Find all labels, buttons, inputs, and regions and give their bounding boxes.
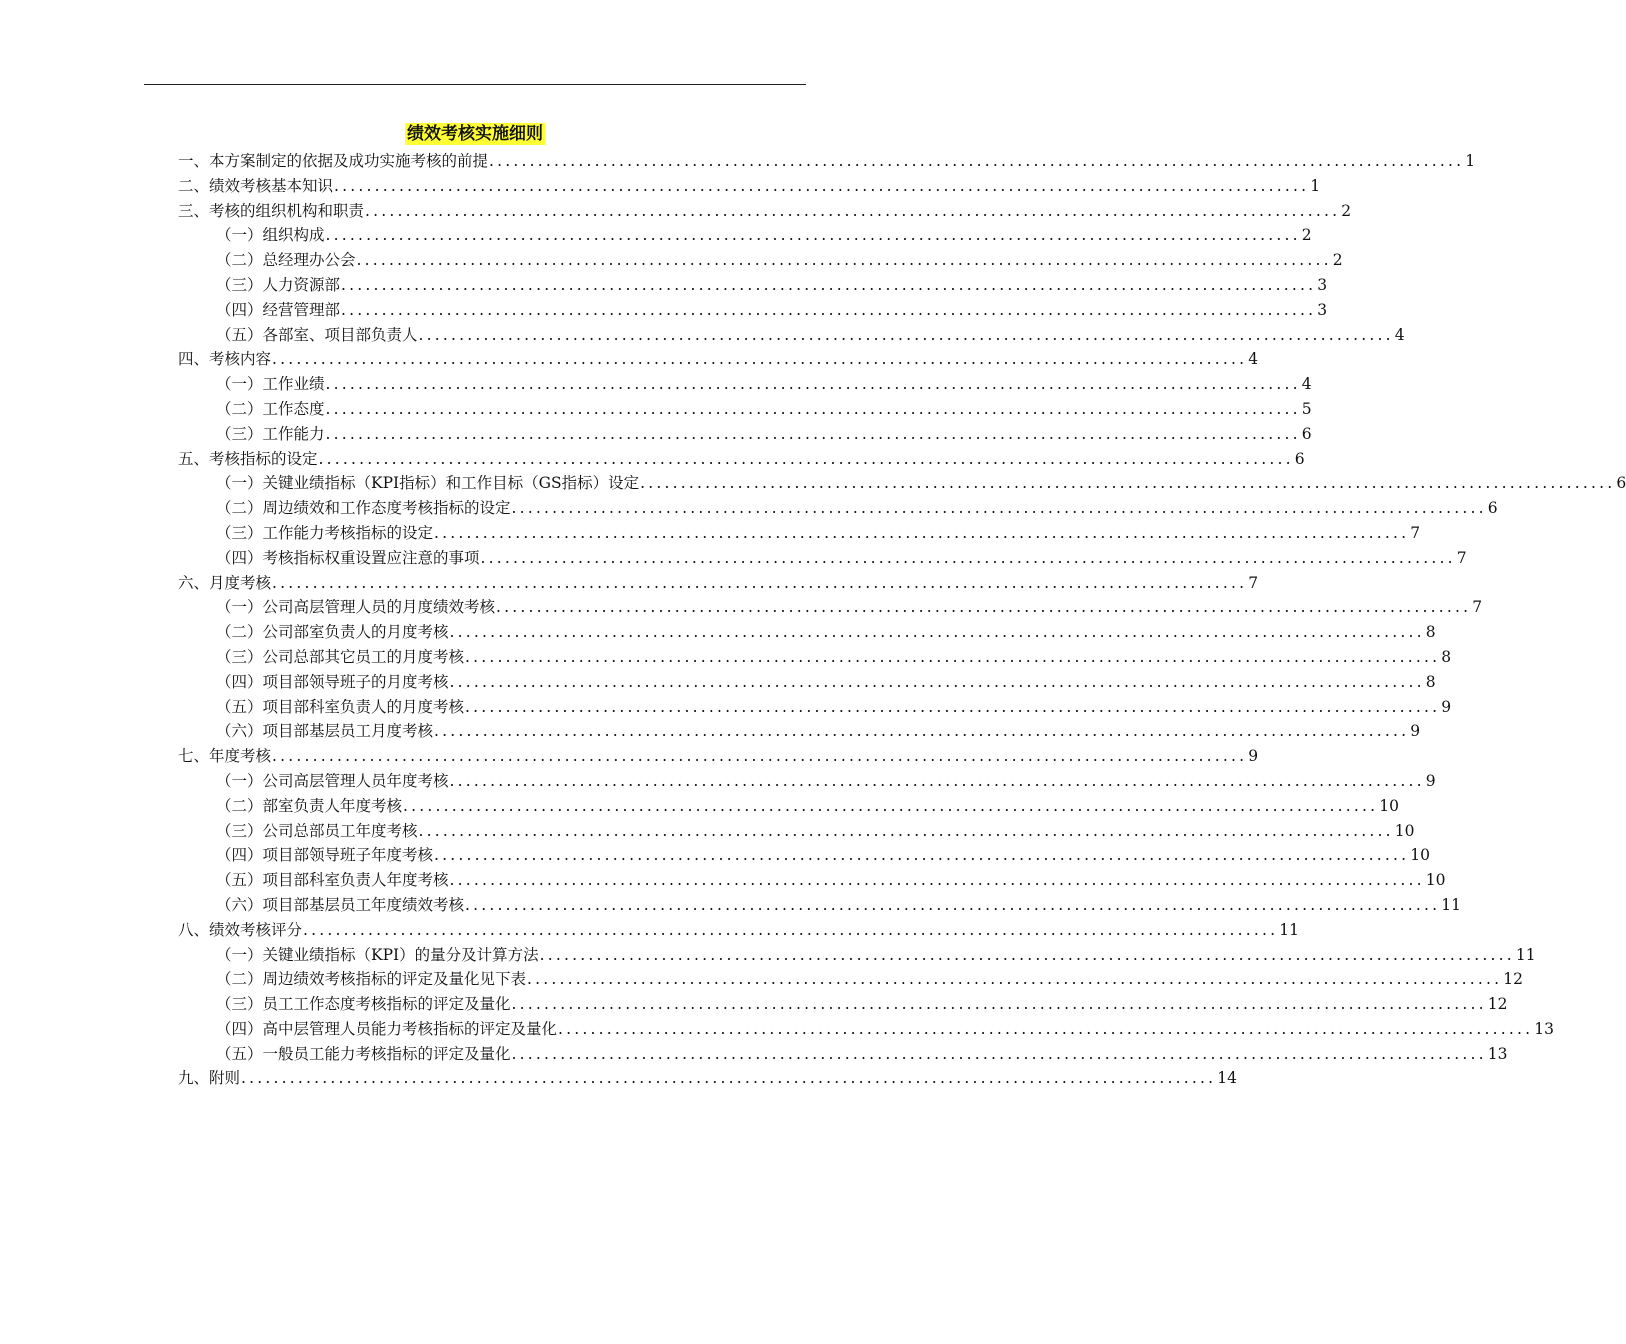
toc-entry[interactable] bbox=[178, 620, 1436, 645]
toc-page-number: 13 bbox=[1534, 1019, 1554, 1038]
toc-entry[interactable] bbox=[178, 819, 1415, 844]
toc-entry-text: （三）工作能力 bbox=[216, 424, 325, 443]
toc-page-number: 7 bbox=[1248, 573, 1259, 592]
toc-entry-text: （六）项目部基层员工年度绩效考核 bbox=[216, 895, 465, 914]
toc-entry[interactable] bbox=[178, 521, 1421, 546]
table-of-contents bbox=[178, 149, 1626, 1091]
toc-page-number: 5 bbox=[1301, 399, 1312, 418]
toc-entry-text: （一）关键业绩指标（KPI）的量分及计算方法 bbox=[216, 945, 539, 964]
toc-entry[interactable] bbox=[178, 843, 1430, 868]
toc-page-number: 10 bbox=[1379, 796, 1399, 815]
toc-leader-dots: ........................................................................................................................ bbox=[272, 747, 1248, 766]
toc-leader-dots: ........................................................................................................................ bbox=[489, 152, 1465, 170]
toc-entry[interactable] bbox=[178, 422, 1312, 447]
toc-entry-text: 一、本方案制定的依据及成功实施考核的前提 bbox=[178, 152, 489, 170]
toc-entry-text: （五）项目部科室负责人的月度考核 bbox=[216, 697, 465, 716]
toc-page-number: 13 bbox=[1487, 1044, 1508, 1063]
toc-entry-text: （一）工作业绩 bbox=[216, 375, 325, 394]
toc-entry-text: （四）经营管理部 bbox=[216, 300, 341, 319]
toc-leader-dots: ........................................................................................................................ bbox=[303, 920, 1279, 939]
toc-entry[interactable] bbox=[178, 645, 1452, 670]
toc-leader-dots: ........................................................................................................................ bbox=[449, 623, 1425, 642]
toc-entry[interactable] bbox=[178, 571, 1259, 596]
toc-page-number: 2 bbox=[1341, 201, 1352, 220]
toc-page-number: 7 bbox=[1456, 548, 1467, 567]
toc-entry[interactable] bbox=[178, 943, 1536, 968]
toc-leader-dots: ........................................................................................................................ bbox=[480, 548, 1456, 567]
toc-entry-text: （一）组织构成 bbox=[216, 226, 325, 245]
toc-page-number: 9 bbox=[1248, 747, 1259, 766]
toc-page-number: 9 bbox=[1410, 722, 1421, 741]
toc-entry-text: （二）周边绩效和工作态度考核指标的设定 bbox=[216, 499, 511, 518]
toc-entry[interactable] bbox=[178, 595, 1483, 620]
toc-leader-dots: ........................................................................................................................ bbox=[465, 697, 1441, 716]
toc-entry[interactable] bbox=[178, 223, 1312, 248]
toc-page-number: 2 bbox=[1301, 226, 1312, 245]
toc-leader-dots: ........................................................................................................................ bbox=[325, 226, 1301, 245]
toc-page-number: 4 bbox=[1248, 350, 1259, 369]
toc-leader-dots: ........................................................................................................................ bbox=[334, 176, 1310, 195]
toc-page-number: 11 bbox=[1279, 920, 1299, 939]
toc-page-number: 8 bbox=[1425, 672, 1436, 691]
toc-page-number: 3 bbox=[1317, 300, 1328, 319]
toc-entry[interactable] bbox=[178, 298, 1328, 323]
toc-page-number: 7 bbox=[1472, 598, 1483, 617]
toc-leader-dots: ........................................................................................................................ bbox=[325, 399, 1301, 418]
toc-entry[interactable] bbox=[178, 273, 1328, 298]
toc-entry-text: （三）人力资源部 bbox=[216, 275, 341, 294]
toc-leader-dots: ........................................................................................................................ bbox=[403, 796, 1379, 815]
toc-entry-text: 九、附则 bbox=[178, 1069, 241, 1088]
toc-page-number: 7 bbox=[1410, 523, 1421, 542]
toc-leader-dots: ........................................................................................................................ bbox=[418, 325, 1394, 344]
toc-leader-dots: ........................................................................................................................ bbox=[496, 598, 1472, 617]
toc-entry-text: 五、考核指标的设定 bbox=[178, 449, 318, 468]
toc-page-number: 10 bbox=[1394, 821, 1415, 840]
toc-entry[interactable] bbox=[178, 199, 1352, 224]
toc-entry-text: （四）考核指标权重设置应注意的事项 bbox=[216, 548, 480, 567]
toc-entry-text: （三）员工工作态度考核指标的评定及量化 bbox=[216, 995, 511, 1014]
toc-entry[interactable] bbox=[178, 918, 1299, 943]
toc-leader-dots: ........................................................................................................................ bbox=[418, 821, 1394, 840]
toc-entry-text: （三）公司总部员工年度考核 bbox=[216, 821, 418, 840]
toc-leader-dots: ........................................................................................................................ bbox=[272, 573, 1248, 592]
toc-page-number: 14 bbox=[1217, 1069, 1237, 1088]
toc-entry-text: 四、考核内容 bbox=[178, 350, 272, 369]
toc-entry-text: （二）工作态度 bbox=[216, 399, 325, 418]
toc-page-number: 1 bbox=[1465, 152, 1476, 170]
toc-leader-dots: ........................................................................................................................ bbox=[465, 647, 1441, 666]
toc-leader-dots: ........................................................................................................................ bbox=[449, 871, 1425, 890]
toc-page-number: 6 bbox=[1616, 474, 1626, 493]
toc-entry-text: （四）项目部领导班子年度考核 bbox=[216, 846, 434, 865]
toc-page-number: 12 bbox=[1487, 995, 1508, 1014]
toc-entry[interactable] bbox=[178, 323, 1405, 348]
toc-entry[interactable] bbox=[178, 893, 1461, 918]
document-title: 绩效考核实施细则 bbox=[407, 124, 543, 144]
toc-entry[interactable] bbox=[178, 1017, 1554, 1042]
toc-leader-dots: ........................................................................................................................ bbox=[241, 1069, 1217, 1088]
toc-entry-text: （二）周边绩效考核指标的评定及量化见下表 bbox=[216, 970, 527, 989]
toc-page-number: 6 bbox=[1487, 499, 1498, 518]
toc-page-number: 9 bbox=[1425, 771, 1436, 790]
toc-leader-dots: ........................................................................................................................ bbox=[325, 424, 1301, 443]
toc-page-number: 1 bbox=[1310, 176, 1321, 195]
toc-entry[interactable] bbox=[178, 992, 1508, 1017]
toc-entry-text: （四）高中层管理人员能力考核指标的评定及量化 bbox=[216, 1019, 558, 1038]
toc-entry[interactable] bbox=[178, 670, 1436, 695]
toc-leader-dots: ........................................................................................................................ bbox=[449, 672, 1425, 691]
toc-entry-text: （五）项目部科室负责人年度考核 bbox=[216, 871, 449, 890]
toc-entry[interactable] bbox=[178, 1042, 1508, 1067]
toc-page-number: 11 bbox=[1515, 945, 1536, 964]
toc-entry[interactable] bbox=[178, 372, 1312, 397]
toc-leader-dots: ........................................................................................................................ bbox=[341, 275, 1317, 294]
toc-leader-dots: ........................................................................................................................ bbox=[356, 251, 1332, 270]
toc-entry[interactable] bbox=[178, 695, 1452, 720]
toc-leader-dots: ........................................................................................................................ bbox=[434, 722, 1410, 741]
toc-entry-text: （二）公司部室负责人的月度考核 bbox=[216, 623, 449, 642]
toc-leader-dots: ........................................................................................................................ bbox=[434, 523, 1410, 542]
toc-page-number: 12 bbox=[1503, 970, 1523, 989]
toc-leader-dots: ........................................................................................................................ bbox=[434, 846, 1410, 865]
toc-leader-dots: ........................................................................................................................ bbox=[365, 201, 1341, 220]
toc-entry-text: 二、绩效考核基本知识 bbox=[178, 176, 334, 195]
toc-leader-dots: ........................................................................................................................ bbox=[341, 300, 1317, 319]
toc-page-number: 10 bbox=[1410, 846, 1430, 865]
toc-entry[interactable] bbox=[178, 769, 1436, 794]
toc-leader-dots: ........................................................................................................................ bbox=[511, 499, 1487, 518]
toc-entry[interactable] bbox=[178, 174, 1321, 199]
toc-entry[interactable] bbox=[178, 546, 1467, 571]
toc-page-number: 10 bbox=[1425, 871, 1446, 890]
toc-entry[interactable] bbox=[178, 149, 1476, 174]
toc-entry-text: （二）部室负责人年度考核 bbox=[216, 796, 403, 815]
toc-leader-dots: ........................................................................................................................ bbox=[558, 1019, 1534, 1038]
toc-entry[interactable] bbox=[178, 744, 1259, 769]
toc-page-number: 3 bbox=[1317, 275, 1328, 294]
toc-entry[interactable] bbox=[178, 496, 1498, 521]
toc-page-number: 4 bbox=[1394, 325, 1405, 344]
toc-entry[interactable] bbox=[178, 794, 1399, 819]
toc-entry[interactable] bbox=[178, 471, 1626, 496]
toc-leader-dots: ........................................................................................................................ bbox=[449, 771, 1425, 790]
toc-entry-text: 七、年度考核 bbox=[178, 747, 272, 766]
toc-entry[interactable] bbox=[178, 347, 1259, 372]
toc-page-number: 6 bbox=[1301, 424, 1312, 443]
toc-entry-text: 六、月度考核 bbox=[178, 573, 272, 592]
toc-entry-text: 三、考核的组织机构和职责 bbox=[178, 201, 365, 220]
toc-entry[interactable] bbox=[178, 719, 1421, 744]
toc-page-number: 4 bbox=[1301, 375, 1312, 394]
toc-leader-dots: ........................................................................................................................ bbox=[511, 1044, 1487, 1063]
toc-page-number: 6 bbox=[1294, 449, 1305, 468]
toc-leader-dots: ........................................................................................................................ bbox=[465, 895, 1441, 914]
toc-leader-dots: ........................................................................................................................ bbox=[272, 350, 1248, 369]
toc-leader-dots: ........................................................................................................................ bbox=[511, 995, 1487, 1014]
toc-entry-text: （三）工作能力考核指标的设定 bbox=[216, 523, 434, 542]
toc-page-number: 11 bbox=[1441, 895, 1461, 914]
toc-entry-text: （六）项目部基层员工月度考核 bbox=[216, 722, 434, 741]
toc-entry[interactable] bbox=[178, 447, 1305, 472]
toc-entry[interactable] bbox=[178, 248, 1343, 273]
toc-entry[interactable] bbox=[178, 967, 1523, 992]
toc-entry-text: （五）各部室、项目部负责人 bbox=[216, 325, 418, 344]
toc-entry-text: （三）公司总部其它员工的月度考核 bbox=[216, 647, 465, 666]
toc-entry-text: （五）一般员工能力考核指标的评定及量化 bbox=[216, 1044, 511, 1063]
toc-leader-dots: ........................................................................................................................ bbox=[318, 449, 1294, 468]
title-container bbox=[0, 123, 950, 145]
toc-page-number: 8 bbox=[1425, 623, 1436, 642]
toc-entry-text: （二）总经理办公会 bbox=[216, 251, 356, 270]
toc-entry-text: （一）公司高层管理人员年度考核 bbox=[216, 771, 449, 790]
toc-leader-dots: ........................................................................................................................ bbox=[527, 970, 1503, 989]
toc-page-number: 2 bbox=[1332, 251, 1343, 270]
toc-leader-dots: ........................................................................................................................ bbox=[539, 945, 1515, 964]
toc-entry[interactable] bbox=[178, 868, 1446, 893]
header-rule bbox=[144, 84, 806, 85]
toc-page-number: 8 bbox=[1441, 647, 1452, 666]
toc-entry[interactable] bbox=[178, 1066, 1237, 1091]
toc-page-number: 9 bbox=[1441, 697, 1452, 716]
toc-entry-text: （一）公司高层管理人员的月度绩效考核 bbox=[216, 598, 496, 617]
toc-leader-dots: ........................................................................................................................ bbox=[640, 474, 1616, 493]
toc-entry-text: （一）关键业绩指标（KPI指标）和工作目标（GS指标）设定 bbox=[216, 474, 640, 493]
toc-entry[interactable] bbox=[178, 397, 1312, 422]
toc-leader-dots: ........................................................................................................................ bbox=[325, 375, 1301, 394]
toc-entry-text: 八、绩效考核评分 bbox=[178, 920, 303, 939]
toc-entry-text: （四）项目部领导班子的月度考核 bbox=[216, 672, 449, 691]
